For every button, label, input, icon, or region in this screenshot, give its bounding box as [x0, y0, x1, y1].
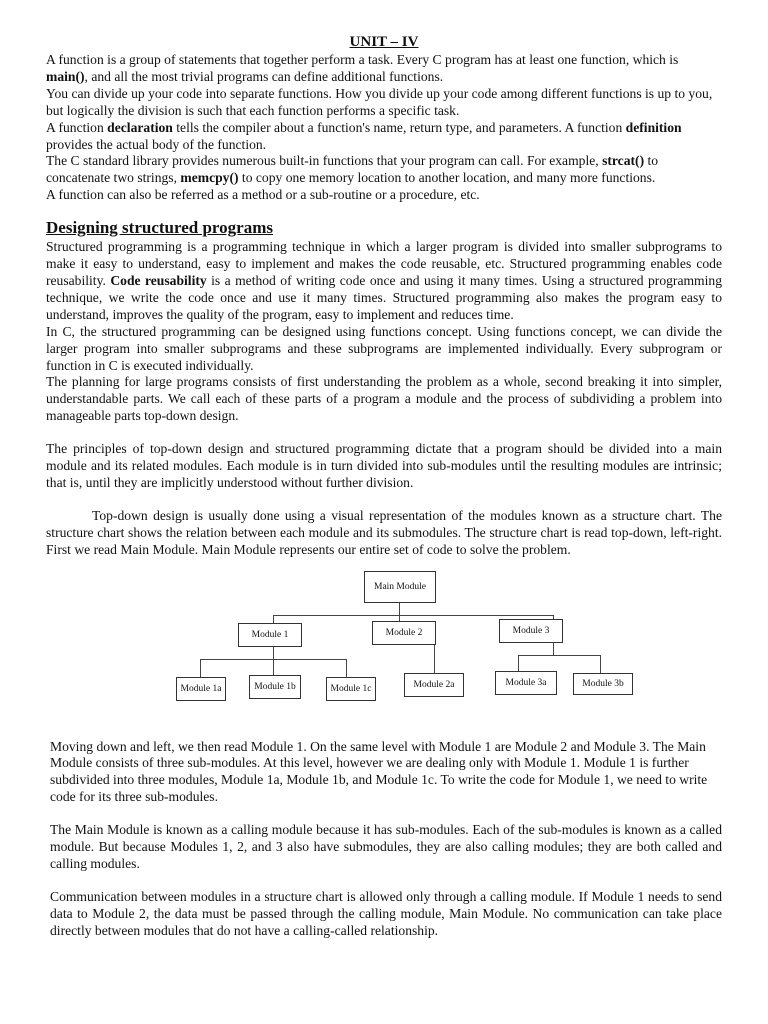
- bold-term: strcat(): [602, 153, 645, 169]
- module-1-box: Module 1: [238, 623, 302, 647]
- text-run: In C, the structured programming can be designed using functions concept. Using functions concept, we can divide the larger program into smaller subprograms and these subprograms are implemented individually. Every subprogram or function in C is executed individually.: [46, 323, 722, 373]
- section-heading: Designing structured programs: [46, 218, 273, 238]
- document-page: [46, 34, 722, 940]
- section-paragraph: [46, 374, 722, 425]
- text-run: The planning for large programs consists of first understanding the problem as a whole, second breaking it into simpler, understandable parts. We call each of these parts of a program a module and the process of subdividing a problem into manageable parts top-down design.: [46, 374, 722, 424]
- text-run: The Main Module is known as a calling module because it has sub-modules. Each of the sub-modules is known as a called module. But because Modules 1, 2, and 3 also have submodules, they are also calling modules; they are both called and calling modules.: [50, 822, 722, 871]
- module-3b-box: Module 3b: [573, 673, 633, 695]
- unit-title: UNIT – IV: [349, 34, 419, 50]
- main-module-box: Main Module: [364, 571, 436, 603]
- text-run: A function can also be referred as a method or a sub-routine or a procedure, etc.: [46, 187, 480, 203]
- section-paragraph: [46, 508, 722, 559]
- section-paragraph: [46, 441, 722, 492]
- text-run: , and all the most trivial programs can define additional functions.: [84, 68, 444, 84]
- after-paragraph: [46, 889, 722, 940]
- text-run: A function is a group of statements that together perform a task. Every C program has at least one function, which is: [46, 52, 679, 67]
- connector-line: [518, 655, 600, 656]
- connector-line: [273, 615, 553, 616]
- intro-paragraph: [46, 86, 722, 120]
- connector-line: [273, 615, 274, 623]
- text-run: to copy one memory location to another location, and many more functions.: [238, 170, 656, 186]
- intro-paragraph: [46, 153, 722, 187]
- connector-line: [553, 643, 554, 655]
- text-run: Structured programming is a programming technique in which a larger program is divided into smaller subprograms to make it easy to understand, easy to implement and makes the code reusable, etc. Structured programming enables code reusability.: [46, 239, 722, 288]
- connector-line: [518, 655, 519, 671]
- bold-term: declaration: [107, 119, 173, 135]
- bold-term: main(): [46, 68, 85, 84]
- text-run: tells the compiler about a function's name, return type, and parameters. A function: [172, 119, 626, 135]
- text-run: Moving down and left, we then read Module 1. On the same level with Module 1 are Module 2 and Module 3. The Main Module consists of three sub-modules. At this level, however we are dealing only with Module 1. Module 1 is further subdivided into three modules, Module 1a, Module 1b, and Module 1c. To write the code for Module 1, we need to write code for its three sub-modules.: [50, 738, 708, 805]
- connector-line: [273, 659, 274, 675]
- module-1a-box: Module 1a: [176, 677, 226, 701]
- after-paragraph: [46, 739, 722, 807]
- text-run: provides the actual body of the function.: [46, 136, 267, 152]
- module-2-box: Module 2: [372, 621, 436, 645]
- text-run: You can divide up your code into separate functions. How you divide up your code among different functions is up to you, but logically the division is such that each function performs a specific task.: [46, 85, 713, 118]
- text-run: The principles of top-down design and structured programming dictate that a program should be divided into a main module and its related modules. Each module is in turn divided into sub-modules until the resulting modules are intrinsic; that is, until they are implicitly understood without further division.: [46, 441, 722, 490]
- module-1b-box: Module 1b: [249, 675, 301, 699]
- structure-chart: [46, 571, 722, 731]
- intro-paragraph: [46, 52, 722, 86]
- connector-line: [399, 601, 400, 615]
- bold-term: memcpy(): [180, 170, 239, 186]
- text-run: The C standard library provides numerous built-in functions that your program can call. For example,: [46, 153, 603, 169]
- connector-line: [200, 659, 201, 677]
- intro-paragraph: [46, 120, 722, 154]
- section-paragraph: [46, 324, 722, 375]
- bold-term: Code reusability: [110, 272, 207, 288]
- text-run: to concatenate two strings,: [46, 153, 659, 186]
- connector-line: [273, 645, 274, 659]
- text-run: Communication between modules in a structure chart is allowed only through a calling module. If Module 1 needs to send data to Module 2, the data must be passed through the calling module, Main Module. No communication can take place directly between modules that do not have a calling-called relationship.: [50, 888, 722, 938]
- module-1c-box: Module 1c: [326, 677, 376, 701]
- after-paragraph: [46, 822, 722, 873]
- intro-paragraph: [46, 187, 722, 204]
- connector-line: [600, 655, 601, 673]
- module-3a-box: Module 3a: [495, 671, 557, 695]
- module-2a-box: Module 2a: [404, 673, 464, 697]
- text-run: is a method of writing code once and using it many times. Using a structured programming technique, we write the code once and use it many times. Structured programming also makes the program easy to understand, improves the quality of the program, easy to implement and reduces time.: [46, 272, 722, 322]
- module-3-box: Module 3: [499, 619, 563, 643]
- intro-block: [46, 52, 722, 204]
- connector-line: [434, 643, 435, 673]
- text-run: Top-down design is usually done using a visual representation of the modules known as a structure chart. The structure chart shows the relation between each module and its submodules. The structure chart is read top-down, left-right. First we read Main Module. Main Module represents our entire set of code to solve the problem.: [46, 507, 722, 557]
- section-paragraph: [46, 239, 722, 324]
- section-block: [46, 239, 722, 558]
- connector-line: [346, 659, 347, 677]
- after-chart-block: [46, 739, 722, 940]
- bold-term: definition: [625, 119, 682, 135]
- text-run: A function: [46, 119, 108, 135]
